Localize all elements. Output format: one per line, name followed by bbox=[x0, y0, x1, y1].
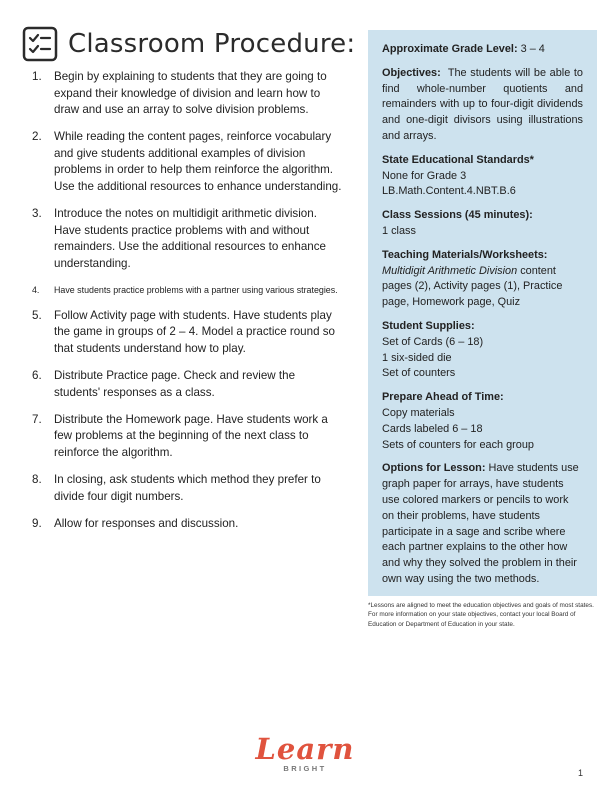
state-standards: State Educational Standards* None for Grade 3 LB.Math.Content.4.NBT.B.6 bbox=[382, 153, 534, 198]
procedure-step: 3. Introduce the notes on multidigit arithmetic division. Have students practice problems with and without remainders. Use the additional resources to enhance understanding. bbox=[32, 207, 326, 270]
prepare-ahead: Prepare Ahead of Time: Copy materials Cards labeled 6 – 18 Sets of counters for each group bbox=[382, 391, 534, 451]
checklist-icon bbox=[22, 26, 58, 62]
grade-level: Approximate Grade Level: 3 – 4 bbox=[382, 43, 545, 55]
class-sessions: Class Sessions (45 minutes): 1 class bbox=[382, 209, 533, 237]
procedure-step: 8. In closing, ask students which method they prefer to divide four digit numbers. bbox=[32, 472, 321, 503]
procedure-step: 7. Distribute the Homework page. Have students work a few problems at the beginning of the next class to reinforce the algorithm. bbox=[32, 412, 328, 459]
procedure-step: 2. While reading the content pages, reinforce vocabulary and give students additional examples of division problems in order to help them reinforce the algorithm. Use the additional resources to enhance understanding. bbox=[32, 130, 342, 194]
student-supplies: Student Supplies: Set of Cards (6 – 18) 1 six-sided die Set of counters bbox=[382, 319, 484, 380]
standards-footnote: *Lessons are aligned to meet the education objectives and goals of most states. For more information on your state objectives, contact your local Board of Education or Department of Education in your state. bbox=[368, 602, 594, 628]
procedure-step: 4. Have students practice problems with a partner using various strategies. bbox=[32, 285, 338, 296]
procedure-list bbox=[32, 69, 344, 543]
lesson-options: Options for Lesson: Have students use graph paper for arrays, have students use colored markers or pencils to work on their problems, have students participate in a sage and scribe where each partner explains to the other how and why they solved the problem in their own way using the two methods. bbox=[382, 462, 579, 585]
procedure-step: 1. Begin by explaining to students that they are going to expand their knowledge of division and learn how to draw and use an array to solve division problems. bbox=[32, 70, 327, 117]
procedure-step: 6. Distribute Practice page. Check and review the students' responses as a class. bbox=[32, 369, 296, 399]
objectives: Objectives: The students will be able to find whole-number quotients and remainders with up to four-digit dividends and one-digit divisors using illustrations and arrays. bbox=[382, 66, 583, 142]
lesson-info-sidebar bbox=[368, 30, 597, 596]
procedure-step: 5. Follow Activity page with students. Have students play the game in groups of 2 – 4. Model a practice round so that students understand how to play. bbox=[32, 308, 335, 355]
procedure-step: 9. Allow for responses and discussion. bbox=[32, 516, 239, 530]
learn-bright-logo bbox=[255, 734, 355, 778]
teaching-materials: Teaching Materials/Worksheets: Multidigit Arithmetic Division content pages (2), Activity pages (1), Practice page, Homework page, Quiz bbox=[382, 248, 563, 309]
page-header bbox=[22, 22, 355, 66]
logo-wordmark: Learn bbox=[255, 732, 355, 766]
page-title: Classroom Procedure: bbox=[68, 29, 356, 59]
logo-subtitle: BRIGHT bbox=[283, 764, 327, 773]
page-number: 1 bbox=[578, 768, 584, 778]
